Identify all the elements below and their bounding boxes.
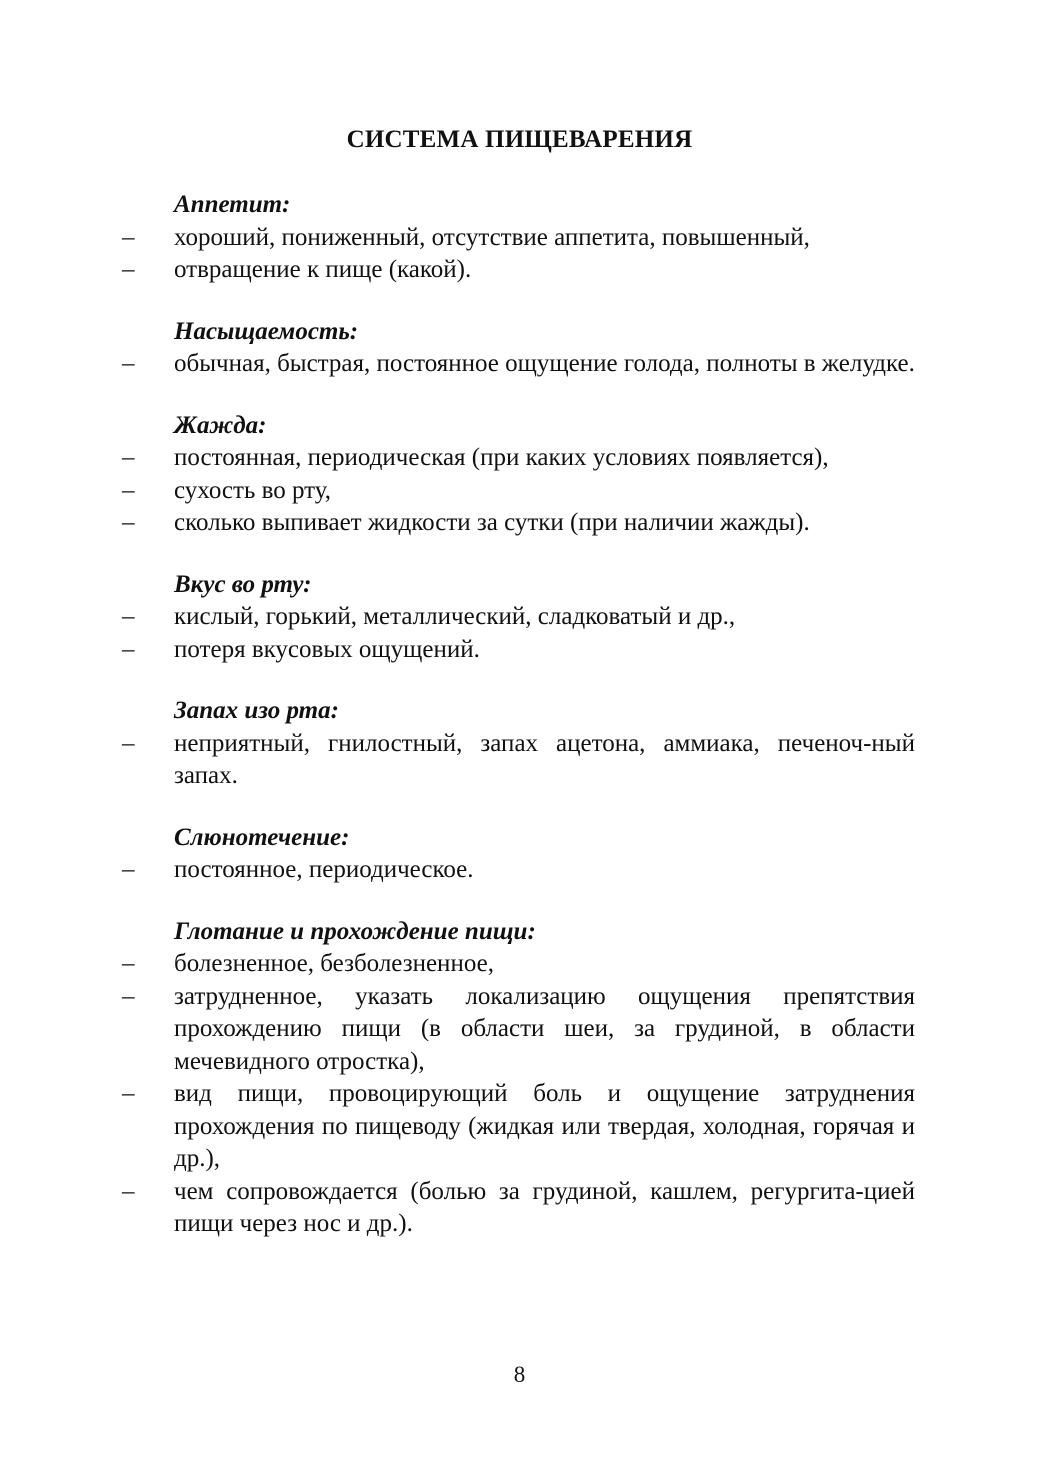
list-item-text: отвращение к пище (какой). — [174, 256, 472, 283]
page-number: 8 — [513, 1362, 526, 1387]
section-swallowing — [120, 916, 915, 1241]
list-item-text: сухость во рту, — [174, 476, 332, 504]
list-item-text: чем сопровождается (болью за грудиной, кашлем, регургита-цией пищи через нос и др.). — [174, 1177, 915, 1237]
list-item — [120, 348, 915, 381]
section-heading: Аппетит: — [174, 191, 291, 218]
section-heading: Жажда: — [174, 411, 267, 439]
list-item-text: обычная, быстрая, постоянное ощущение голода, полноты в желудке. — [174, 350, 915, 377]
page-content — [120, 189, 915, 1270]
section-salivation — [120, 822, 915, 887]
section-heading: Насыщаемость: — [174, 317, 359, 345]
section-thirst — [120, 410, 915, 540]
dash-bullet: – — [122, 256, 135, 283]
dash-bullet: – — [122, 603, 135, 630]
list-item-text: затрудненное, указать локализацию ощущения препятствия прохождению пищи (в области шеи, за грудиной, в области мечевидного отростка), — [174, 982, 915, 1075]
section-appetite — [120, 189, 915, 287]
section-taste — [120, 569, 915, 667]
section-heading: Вкус во рту: — [174, 570, 312, 598]
list-item-text: неприятный, гнилостный, запах ацетона, аммиака, печеноч-ный запах. — [174, 729, 915, 789]
dash-bullet: – — [122, 1080, 135, 1107]
page-title: СИСТЕМА ПИЩЕВАРЕНИЯ — [346, 126, 693, 153]
section-heading: Слюнотечение: — [174, 823, 350, 851]
dash-bullet: – — [122, 223, 135, 251]
list-item-text: постоянное, периодическое. — [174, 856, 474, 883]
section-heading: Глотание и прохождение пищи: — [174, 917, 536, 945]
dash-bullet: – — [122, 1177, 135, 1205]
list-item — [120, 507, 915, 540]
dash-bullet: – — [122, 509, 135, 536]
section-heading: Запах изо рта: — [174, 697, 339, 724]
list-item-text: хороший, пониженный, отсутствие аппетита, повышенный, — [174, 223, 810, 251]
list-item — [120, 1176, 915, 1241]
dash-bullet: – — [122, 982, 135, 1010]
dash-bullet: – — [122, 950, 135, 977]
dash-bullet: – — [122, 350, 135, 377]
list-item — [120, 222, 915, 255]
list-item-text: постоянная, периодическая (при каких условиях появляется), — [174, 444, 829, 471]
list-item-text: болезненное, безболезненное, — [174, 950, 494, 977]
dash-bullet: – — [122, 476, 135, 504]
list-item — [120, 981, 915, 1079]
dash-bullet: – — [122, 635, 135, 663]
list-item — [120, 728, 915, 793]
list-item — [120, 854, 915, 887]
list-item — [120, 1078, 915, 1176]
section-breath-odor — [120, 695, 915, 793]
dash-bullet: – — [122, 856, 135, 883]
list-item-text: потеря вкусовых ощущений. — [174, 635, 480, 663]
list-item-text: вид пищи, провоцирующий боль и ощущение затруднения прохождения по пищеводу (жидкая или твердая, холодная, горячая и др.), — [174, 1080, 915, 1172]
list-item — [120, 601, 915, 634]
dash-bullet: – — [122, 444, 135, 471]
list-item — [120, 948, 915, 981]
list-item-text: кислый, горький, металлический, сладковатый и др., — [174, 603, 736, 630]
list-item — [120, 254, 915, 287]
list-item — [120, 442, 915, 475]
list-item — [120, 475, 915, 508]
list-item — [120, 634, 915, 667]
list-item-text: сколько выпивает жидкости за сутки (при наличии жажды). — [174, 509, 810, 536]
dash-bullet: – — [122, 729, 135, 757]
section-satiety — [120, 316, 915, 381]
